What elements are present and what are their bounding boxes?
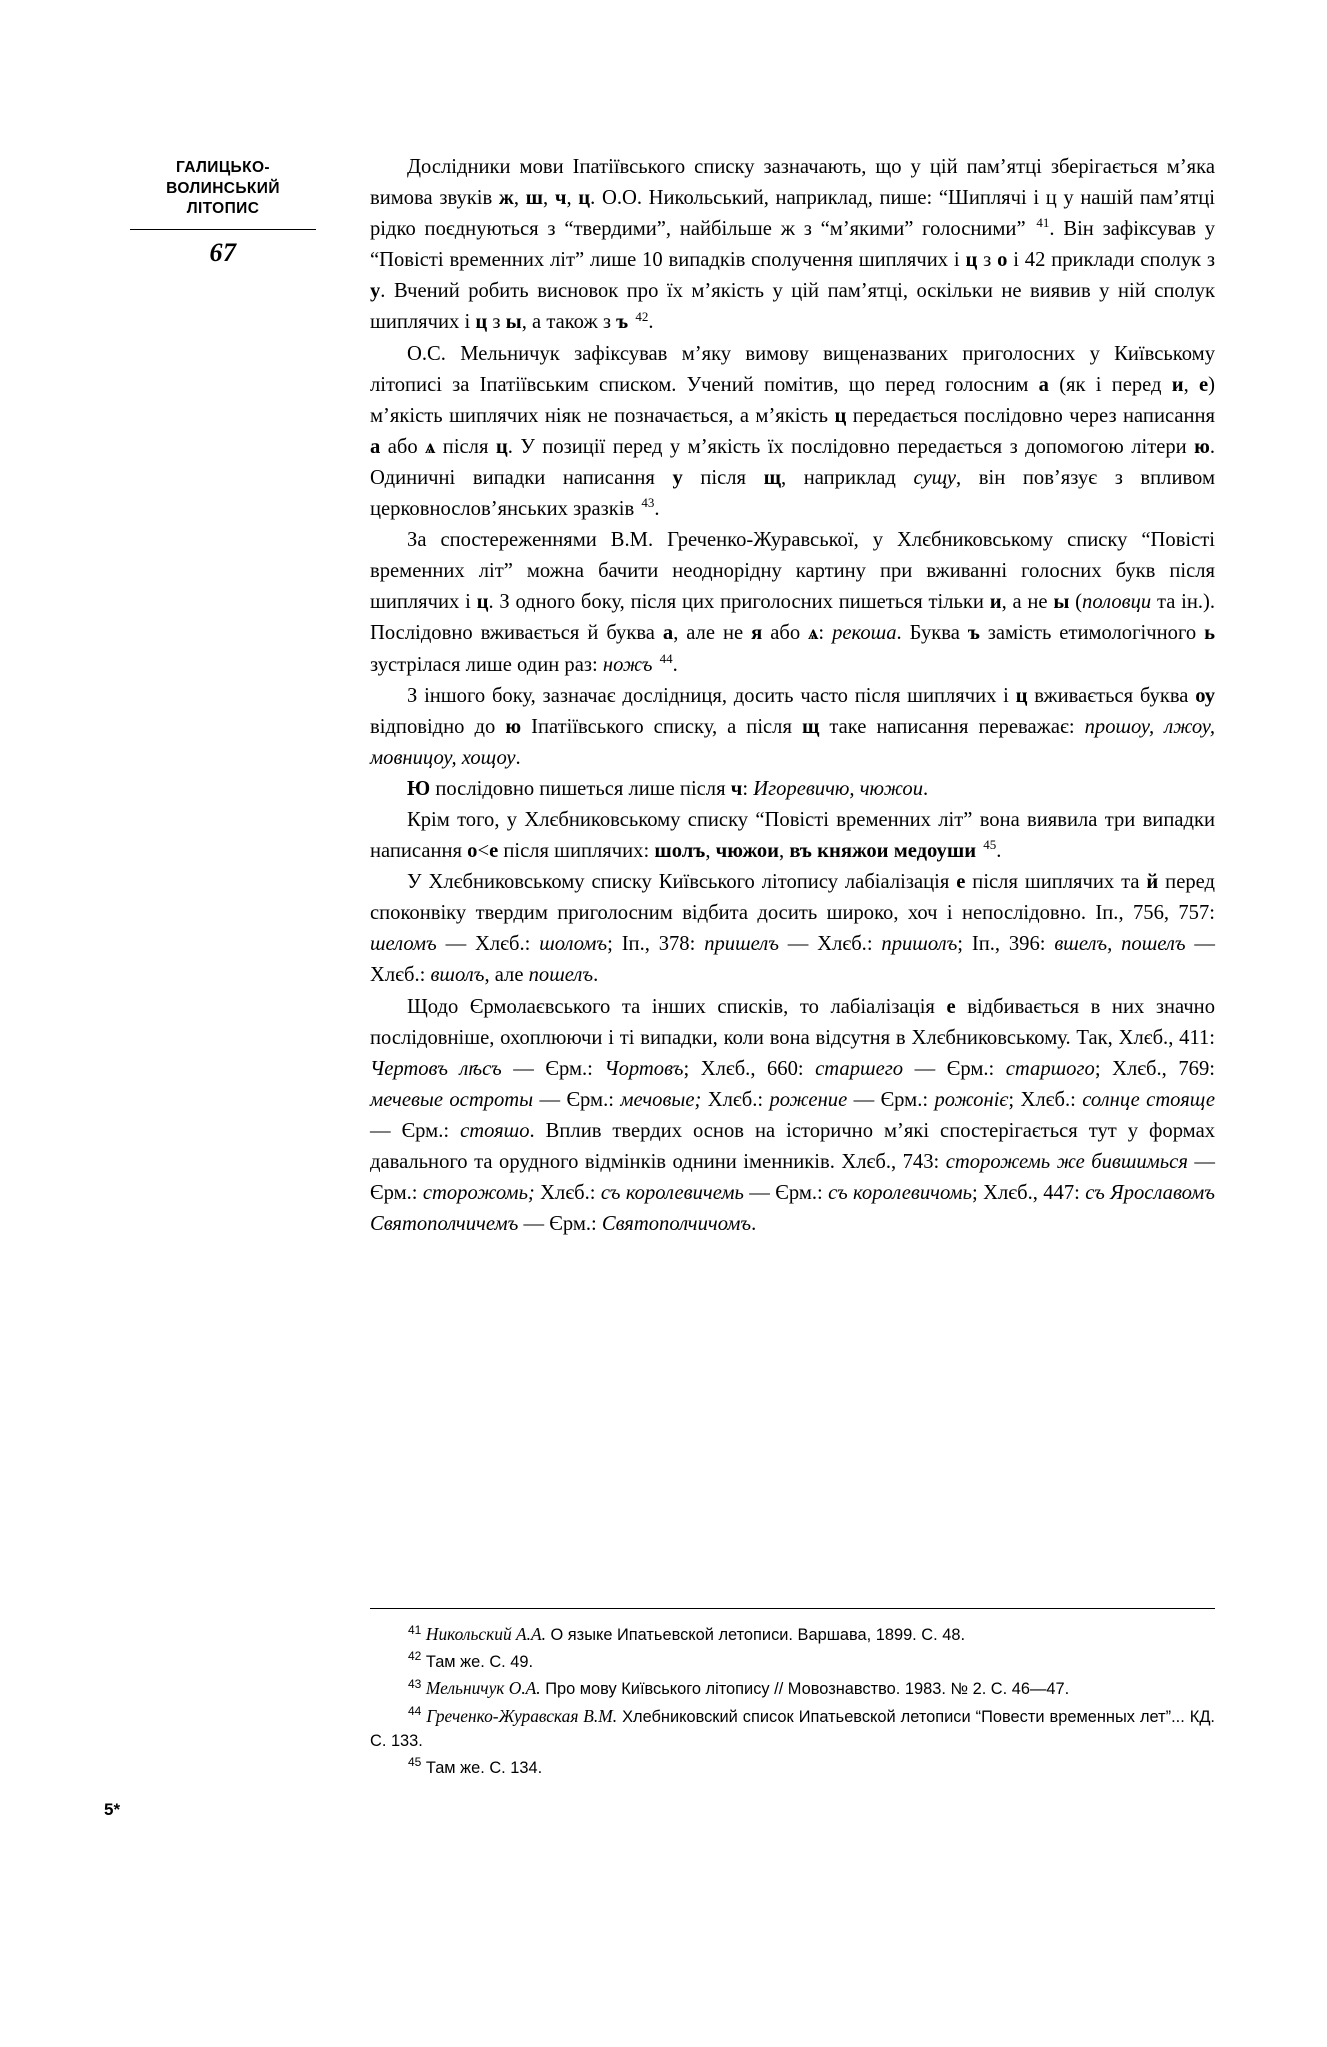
footnote-item: $^{41}$ Никольский А.А. О языке Ипатьевской летописи. Варшава, 1899. С. 48. [408,1622,966,1645]
footnote-item: $^{44}$ Греченко-Журавская В.М. Хлебниковский список Ипатьевской летописи “Повести временных лет”... КД. С. 133. [370,1704,1215,1751]
body-text-column [370,152,1215,1240]
running-head-line-3: ЛІТОПИС [186,200,260,218]
paragraph: Дослідники мови Іпатіївського списку зазначають, що у цій пам’ятці зберігається м’яка вимова звуків ж, ш, ч, ц. О.О. Никольський, наприклад, пише: “Шиплячі і ц у нашій пам’ятці рідко поєднуються з “твердими”, найбільше ж з “м’якими” голосними” $^{41}$. Він зафіксував у “Повісті временних літ” лише 10 випадків сполучення шиплячих і ц з о і 42 приклади сполук з у. Вчений робить висновок про їх м’якість у цій пам’ятці, оскільки не виявив у ній сполук шиплячих і ц з ы, а також з ъ $^{42}$. [370,156,1216,334]
signature-mark: 5* [104,1800,121,1819]
footnote-item: $^{43}$ Мельничук О.А. Про мову Київського літопису // Мовознавство. 1983. № 2. С. 46—47. [408,1676,1070,1699]
paragraph: Ю послідовно пишеться лише після ч: Игоревичю, чюжои. [407,777,929,800]
footnote-divider [370,1608,1215,1609]
running-head-line-2: ВОЛИНСЬКИЙ [166,179,280,197]
footnote-item: $^{45}$ Там же. С. 134. [408,1755,543,1777]
paragraph: Щодо Єрмолаєвського та інших списків, то лабіалізація е відбивається в них значно послідовніше, охоплюючи і ті випадки, коли вона відсутня в Хлєбниковському. Так, Хлєб., 411: Чертовъ лѣсъ — Єрм.: Чортовъ; Хлєб., 660: старшего — Єрм.: старшого; Хлєб., 769: мечевые остроты — Єрм.: мечовые; Хлєб.: рожение — Єрм.: рожоніє; Хлєб.: солнце стояще — Єрм.: стояшо. Вплив твердих основ на історично м’які спостерігається тут у формах давального та орудного відмінків однини іменників. Хлєб., 743: сторожемь же бившимься — Єрм.: сторожомь; Хлєб.: съ королевичемь — Єрм.: съ королевичомь; Хлєб., 447: съ Ярославомъ Святополчичемъ — Єрм.: Святополчичомъ. [370,995,1216,1236]
paragraph: За спостереженнями В.М. Греченко-Журавської, у Хлєбниковському списку “Повісті временних літ” можна бачити неоднорідну картину при вживанні голосних букв після шиплячих і ц. З одного боку, після цих приголосних пишеться тільки и, а не ы (половци та ін.). Послідовно вживається й буква а, але не я або ѧ: рекоша. Буква ъ замість етимологічного ь зустрілася лише один раз: ножъ $^{44}$. [370,529,1216,676]
paragraph: У Хлєбниковському списку Київського літопису лабіалізація е після шиплячих та й перед споконвіку твердим приголосним відбита досить широко, хоч і непослідовно. Іп., 756, 757: шеломъ — Хлєб.: шоломъ; Іп., 378: пришелъ — Хлєб.: пришолъ; Іп., 396: вшелъ, пошелъ — Хлєб.: вшолъ, але пошелъ. [370,871,1216,987]
paragraph: Крім того, у Хлєбниковському списку “Повісті временних літ” вона виявила три випадки написання о<е після шиплячих: шолъ, чюжои, въ княжои медоуши $^{45}$. [370,808,1215,863]
paragraph: З іншого боку, зазначає дослідниця, досить часто після шиплячих і ц вживається буква оу відповідно до ю Іпатіївського списку, а після щ таке написання переважає: прошоу, лжоу, мовницоу, хощоу. [370,684,1215,769]
footnotes-section [370,1608,1215,1782]
running-head [118,158,328,268]
running-head-line-1: ГАЛИЦЬКО- [176,159,270,176]
paragraph: О.С. Мельничук зафіксував м’яку вимову вищеназваних приголосних у Київському літописі за Іпатіївським списком. Учений помітив, що перед голосним а (як і перед и, е) м’якість шиплячих ніяк не позначається, а м’якість ц передається послідовно через написання а або ѧ після ц. У позиції перед у м’якість їх послідовно передається з допомогою літери ю. Одиничні випадки написання у після щ, наприклад сущу, він пов’язує з впливом церковнослов’янських зразків $^{43}$. [370,342,1216,521]
page-number: 67 [209,238,237,268]
footnote-item: $^{42}$ Там же. С. 49. [408,1649,534,1671]
running-head-divider [130,229,316,230]
